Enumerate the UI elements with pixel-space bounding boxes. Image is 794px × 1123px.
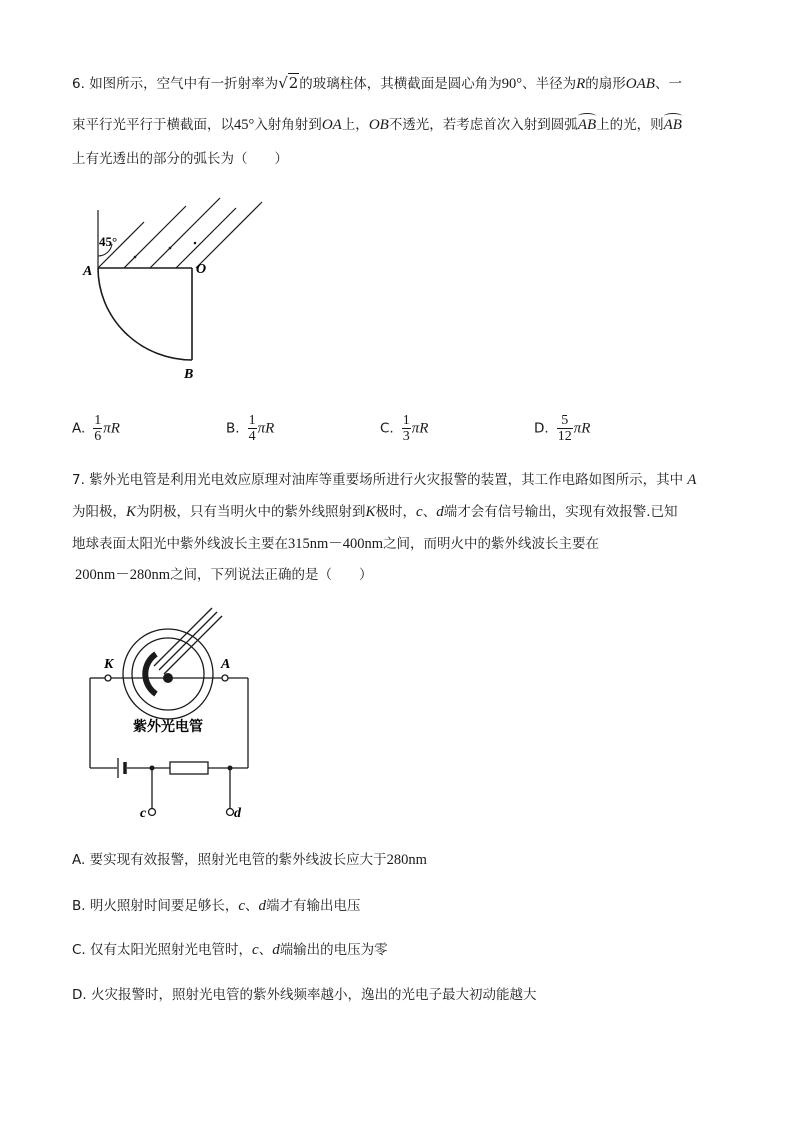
label-A: A (83, 264, 93, 279)
q7-text: 端才会有信号输出，实现有效报警.已知 (443, 504, 678, 520)
q6-text: 入射角射到 (254, 117, 322, 133)
q6-figure (78, 194, 278, 386)
terminal-A (222, 675, 228, 681)
symbol-K: K (126, 504, 137, 520)
light-ray (150, 198, 220, 268)
option-letter: A. (72, 852, 86, 868)
q6-text: 的扇形 (585, 76, 626, 92)
ray-dot (194, 242, 197, 245)
symbol-c: c (252, 942, 259, 958)
q6-line-3 (72, 150, 288, 168)
range-flame: 200nm－280nm (75, 567, 171, 583)
q7-number: 7. (72, 472, 85, 488)
arc-AB: AB (577, 117, 597, 133)
q6-option-a[interactable] (72, 413, 120, 444)
resistor (170, 762, 208, 774)
symbol-d: d (258, 898, 267, 914)
q7-text: 为阴极，只有当明火中的紫外线照射到 (136, 504, 366, 520)
terminal-d (227, 809, 234, 816)
denominator: 4 (248, 429, 256, 444)
q6-option-c[interactable] (380, 413, 428, 444)
q6-text: 上的光，则 (596, 117, 664, 133)
terminal-c (149, 809, 156, 816)
q7-text: 极时， (375, 504, 417, 520)
numerator: 5 (557, 413, 573, 429)
q6-text: 上， (341, 117, 369, 133)
option-text: 端输出的电压为零 (279, 942, 388, 958)
q6-text: 的玻璃柱体，其横截面是圆心角为 (299, 76, 502, 92)
option-letter: C. (380, 420, 394, 437)
q7-option-b[interactable] (72, 897, 361, 915)
q7-text: 之间，而明火中的紫外线波长主要在 (383, 536, 600, 552)
option-letter: D. (72, 987, 87, 1003)
option-tail: πR (411, 420, 429, 437)
q7-option-d[interactable] (72, 986, 536, 1004)
denominator: 3 (402, 429, 410, 444)
q6-text: 如图所示，空气中有一折射率为 (89, 76, 279, 92)
ray-dot (134, 256, 137, 259)
option-letter: B. (226, 420, 240, 437)
q6-line-1 (72, 74, 682, 93)
cathode (145, 654, 156, 694)
symbol-K: K (365, 504, 376, 520)
ray-dot (169, 247, 172, 250)
angle-90: 90° (501, 76, 523, 92)
denominator: 12 (557, 429, 572, 444)
symbol-A: A (687, 472, 697, 488)
symbol-R: R (576, 76, 586, 92)
q6-text: 、半径为 (522, 76, 577, 92)
light-ray (124, 206, 186, 268)
arc-AB-edge (98, 268, 192, 360)
symbol-OB: OB (368, 117, 389, 133)
q7-text: 地球表面太阳光中紫外线波长主要在 (72, 536, 288, 552)
option-letter: C. (72, 942, 86, 958)
label-d: d (234, 806, 241, 821)
label-K: K (104, 657, 114, 672)
q6-text: 束平行光平行于横截面，以 (72, 117, 234, 133)
fraction (93, 413, 102, 444)
label-O: O (196, 262, 207, 277)
option-text: 火灾报警时，照射光电管的紫外线频率越小，逸出的光电子最大初动能越大 (90, 987, 537, 1003)
numerator: 1 (402, 413, 410, 428)
q6-line-2 (72, 116, 682, 134)
range-sunlight: 315nm－400nm (288, 536, 384, 552)
q7-text: 之间，下列说法正确的是（ ） (170, 567, 373, 583)
angle-45: 45° (234, 117, 255, 133)
option-letter: B. (72, 898, 86, 914)
numerator: 1 (248, 413, 256, 428)
uv-ray (164, 616, 222, 674)
option-value: 280nm (386, 852, 427, 868)
symbol-c: c (238, 898, 246, 914)
q6-option-b[interactable] (226, 413, 274, 444)
label-B: B (184, 367, 194, 382)
separator: 、 (422, 504, 437, 520)
symbol-d: d (272, 942, 280, 958)
q7-line-3 (72, 535, 599, 553)
option-letter: A. (72, 420, 86, 437)
q6-text: 上有光透出的部分的弧长为（ ） (72, 151, 288, 167)
option-text: 要实现有效报警，照射光电管的紫外线波长应大于 (89, 852, 387, 868)
label-c: c (140, 806, 147, 821)
q6-number: 6. (72, 76, 85, 92)
symbol-d: d (436, 504, 444, 520)
fraction (402, 413, 411, 444)
fraction (557, 413, 573, 444)
fraction (248, 413, 257, 444)
q7-text: 紫外光电管是利用光电效应原理对油库等重要场所进行火灾报警的装置，其工作电路如图所示，其中 (89, 472, 684, 488)
light-ray (176, 208, 236, 268)
option-text: 端才有输出电压 (266, 898, 361, 914)
q6-text: 、一 (654, 76, 682, 92)
denominator: 6 (94, 429, 102, 444)
tube-label: 紫外光电管 (133, 719, 203, 735)
q7-figure (80, 606, 270, 828)
label-45: 45° (99, 234, 118, 249)
junction (150, 766, 155, 771)
uv-ray (154, 608, 212, 666)
separator: 、 (258, 942, 273, 958)
q7-line-1 (72, 471, 696, 489)
symbol-OA: OA (321, 117, 342, 133)
q7-option-a[interactable] (72, 851, 427, 869)
anode (163, 673, 173, 683)
option-text: 仅有太阳光照射光电管时， (90, 942, 253, 958)
q7-option-c[interactable] (72, 941, 388, 959)
separator: 、 (245, 898, 259, 914)
q7-line-4 (75, 566, 373, 584)
symbol-c: c (416, 504, 423, 520)
option-tail: πR (573, 420, 591, 437)
q7-line-2 (72, 503, 678, 521)
symbol-OAB: OAB (625, 76, 655, 92)
q6-option-d[interactable] (534, 413, 590, 444)
q7-text: 为阳极， (72, 504, 126, 520)
sqrt-radicand: 2 (288, 74, 299, 92)
terminal-K (105, 675, 111, 681)
uv-ray (159, 612, 217, 670)
option-text: 明火照射时间要足够长， (89, 898, 239, 914)
sqrt-symbol: √2 (278, 74, 299, 92)
junction (228, 766, 233, 771)
option-letter: D. (534, 420, 549, 437)
q6-text: 不透光，若考虑首次入射到圆弧 (388, 117, 578, 133)
arc-AB: AB (663, 117, 682, 133)
option-tail: πR (103, 420, 120, 437)
option-tail: πR (257, 420, 275, 437)
label-A: A (221, 657, 231, 672)
numerator: 1 (94, 413, 102, 428)
